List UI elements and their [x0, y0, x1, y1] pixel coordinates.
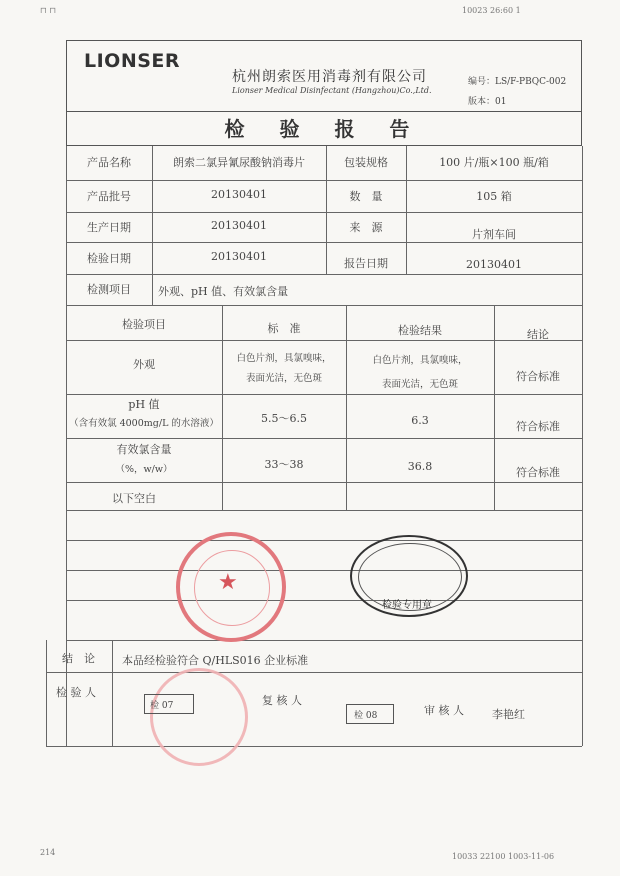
inspector-label: 检 验 人 — [56, 686, 96, 699]
document-code: 编号：LS/F-PBQC-002 — [468, 77, 567, 87]
table-row-standard: 5.5～6.5 — [261, 412, 307, 425]
test-items-label: 检测项目 — [87, 283, 131, 296]
test-date-value: 20130401 — [211, 250, 267, 263]
col-header-result: 检验结果 — [398, 324, 442, 337]
grid-line — [46, 672, 582, 673]
grid-line — [46, 640, 47, 746]
table-row-conclusion: 符合标准 — [516, 420, 560, 433]
table-row-item-note: （%，w/w） — [115, 464, 173, 475]
table-row-standard: 白色片剂，具氯嗅味， — [236, 353, 332, 364]
grid-line — [66, 540, 582, 541]
table-row-item-note: （含有效氯 4000mg/L 的水溶液） — [69, 418, 219, 429]
oval-stamp-text: 检验专用章 — [382, 600, 432, 611]
table-row-item: pH 值 — [128, 398, 160, 411]
inspector-code: 检 07 — [150, 701, 174, 711]
table-row-conclusion: 符合标准 — [516, 370, 560, 383]
report-date-value: 20130401 — [466, 258, 522, 271]
prod-date-label: 生产日期 — [87, 221, 131, 234]
grid-line — [66, 510, 582, 511]
table-row-result: 6.3 — [411, 414, 429, 427]
corner-mark-top-left: ⊓ ⊓ — [40, 6, 56, 15]
grid-line — [66, 305, 582, 306]
quantity-label: 数 量 — [349, 190, 383, 203]
batch-value: 20130401 — [211, 188, 267, 201]
table-row-result: 36.8 — [407, 460, 433, 473]
company-name-cn: 杭州朗索医用消毒剂有限公司 — [232, 69, 427, 85]
grid-line — [66, 570, 582, 571]
source-label: 来 源 — [349, 221, 383, 234]
col-header-item: 检验项目 — [122, 318, 166, 331]
report-date-label: 报告日期 — [344, 257, 388, 270]
conclusion-label: 结 论 — [62, 652, 95, 665]
report-title: 检 验 报 告 — [66, 112, 582, 146]
table-row-standard: 表面光洁，无色斑 — [245, 373, 322, 384]
test-date-label: 检验日期 — [87, 252, 131, 265]
fax-footer-bottom-right: 10033 22100 1003-11-06 — [452, 852, 555, 861]
blank-note: 以下空白 — [112, 492, 156, 505]
grid-line — [66, 180, 582, 181]
faint-red-seal — [150, 668, 248, 766]
col-header-conclusion: 结论 — [527, 328, 549, 341]
batch-label: 产品批号 — [87, 190, 131, 203]
grid-line — [66, 482, 582, 483]
grid-line — [112, 640, 113, 746]
document-version: 版本：01 — [468, 97, 507, 107]
quantity-value: 105 箱 — [476, 190, 512, 203]
approver-label: 审 核 人 — [424, 704, 464, 717]
corner-mark-bottom-left: 214 — [40, 848, 56, 857]
product-name-value: 朗索二氯异氰尿酸钠消毒片 — [173, 156, 305, 169]
test-items-value: 外观、pH 值、有效氯含量 — [158, 285, 289, 298]
table-row-standard: 33～38 — [264, 458, 304, 471]
grid-line — [66, 438, 582, 439]
grid-line — [66, 600, 582, 601]
col-header-standard: 标 准 — [267, 322, 301, 335]
source-value: 片剂车间 — [472, 228, 516, 241]
grid-line — [66, 242, 582, 243]
prod-date-value: 20130401 — [211, 219, 267, 232]
conclusion-value: 本品经检验符合 Q/HLS016 企业标准 — [122, 654, 309, 667]
package-value: 100 片/瓶×100 瓶/箱 — [439, 156, 549, 169]
company-logo: LIONSER — [84, 50, 181, 72]
grid-line — [46, 746, 582, 747]
grid-line — [66, 394, 582, 395]
grid-right-border — [582, 146, 583, 746]
approver-name: 李艳红 — [492, 708, 525, 721]
table-row-item: 外观 — [133, 358, 155, 371]
company-name-en: Lionser Medical Disinfectant (Hangzhou)Co.,Ltd. — [232, 86, 432, 95]
table-row-item: 有效氯含量 — [116, 443, 172, 456]
grid-line — [66, 640, 582, 641]
fax-header-top-right: 10023 26:60 1 — [462, 6, 521, 15]
table-row-conclusion: 符合标准 — [516, 466, 560, 479]
reviewer-code: 检 08 — [354, 711, 378, 721]
table-row-result: 表面光洁，无色斑 — [381, 379, 458, 390]
grid-line — [66, 212, 582, 213]
package-label: 包装规格 — [344, 156, 388, 169]
product-name-label: 产品名称 — [87, 156, 131, 169]
table-row-result: 白色片剂，具氯嗅味， — [372, 355, 468, 366]
seal-star-icon: ★ — [218, 570, 238, 595]
reviewer-label: 复 核 人 — [262, 694, 302, 707]
grid-line — [66, 274, 582, 275]
